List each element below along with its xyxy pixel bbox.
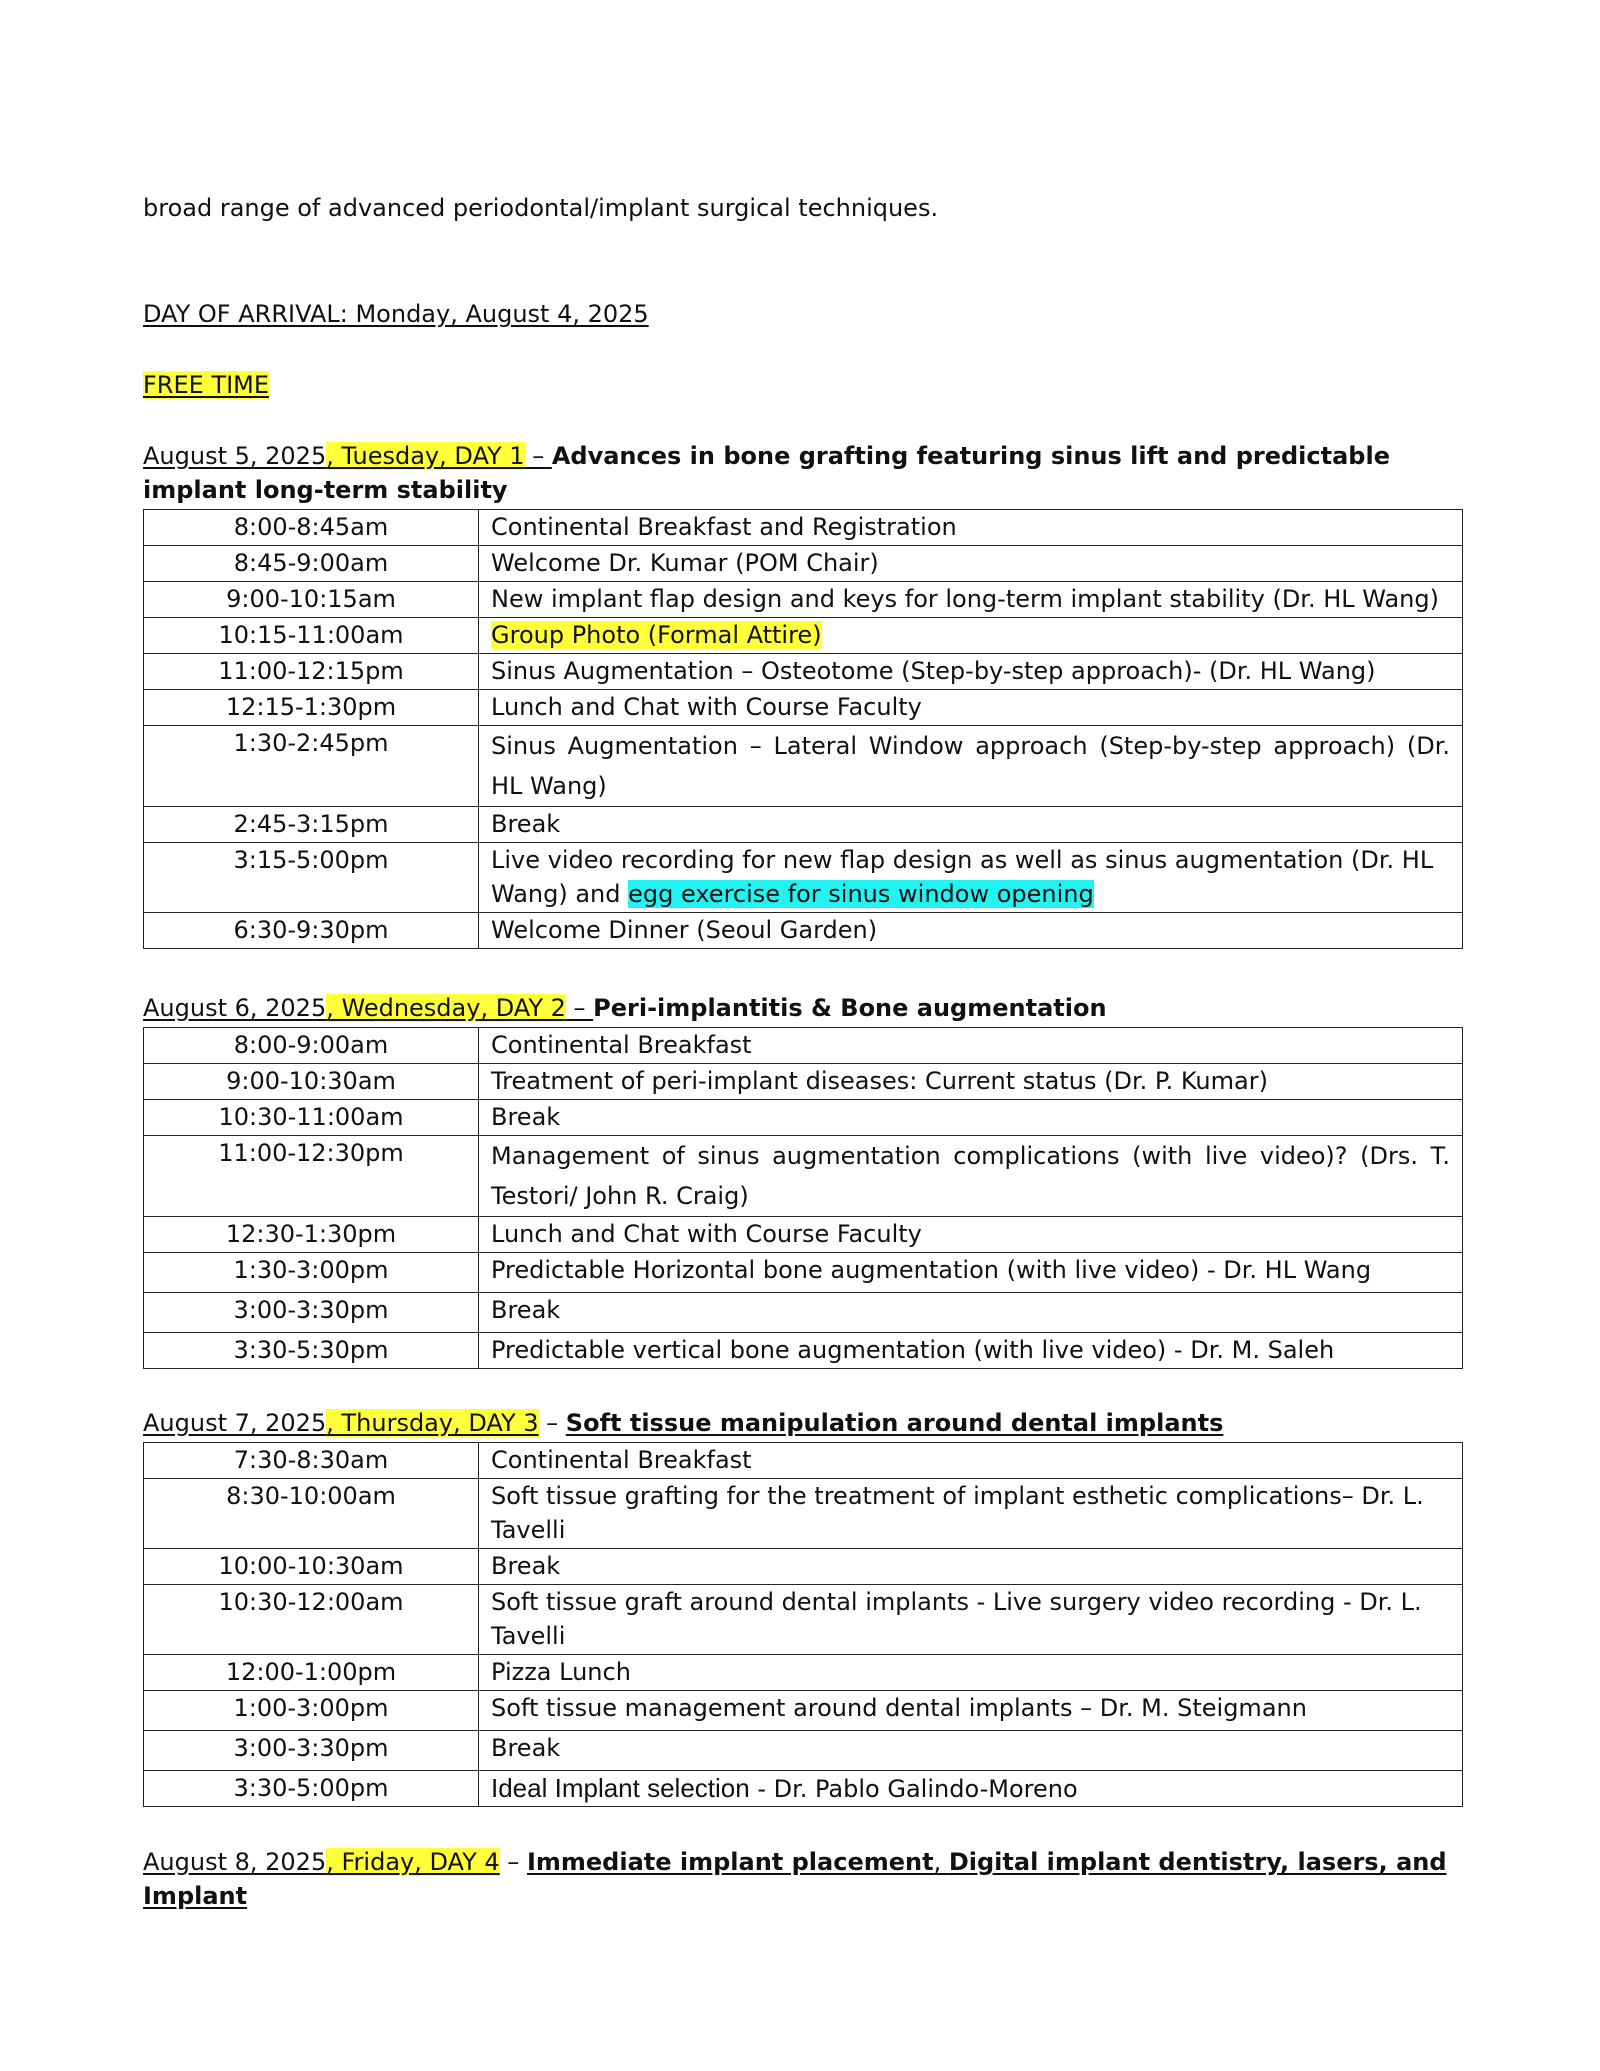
desc-cell: Soft tissue management around dental implants – Dr. M. Steigmann: [479, 1691, 1463, 1731]
desc-cell: Break: [479, 1549, 1463, 1585]
day2-dash: –: [565, 994, 594, 1022]
day2-heading: [143, 991, 1463, 1025]
time-cell: 11:00-12:30pm: [144, 1136, 479, 1217]
time-cell: 8:45-9:00am: [144, 546, 479, 582]
desc-cell: Lunch and Chat with Course Faculty: [479, 1217, 1463, 1253]
time-cell: 8:00-8:45am: [144, 510, 479, 546]
time-cell: 3:15-5:00pm: [144, 843, 479, 913]
desc-cell: Continental Breakfast: [479, 1028, 1463, 1064]
table-row: [144, 546, 1463, 582]
time-cell: 11:00-12:15pm: [144, 654, 479, 690]
desc-lead: Ideal Implant selection: [491, 1773, 750, 1803]
table-row: [144, 1293, 1463, 1333]
desc-cell: Predictable Horizontal bone augmentation (with live video) - Dr. HL Wang: [479, 1253, 1463, 1293]
table-row: [144, 807, 1463, 843]
day4-date: August 8, 2025: [143, 1848, 327, 1876]
table-row: [144, 843, 1463, 913]
time-cell: 1:30-2:45pm: [144, 726, 479, 807]
time-cell: 3:30-5:00pm: [144, 1771, 479, 1807]
table-row: [144, 1691, 1463, 1731]
desc-cell: Predictable vertical bone augmentation (with live video) - Dr. M. Saleh: [479, 1333, 1463, 1369]
time-cell: 3:00-3:30pm: [144, 1731, 479, 1771]
time-cell: 8:00-9:00am: [144, 1028, 479, 1064]
free-time-line: [143, 368, 1463, 402]
day2-day: , Wednesday, DAY 2: [326, 994, 566, 1022]
time-cell: 10:30-11:00am: [144, 1100, 479, 1136]
day4-day: , Friday, DAY 4: [326, 1848, 500, 1876]
time-cell: 10:30-12:00am: [144, 1585, 479, 1655]
table-row: [144, 618, 1463, 654]
time-cell: 10:15-11:00am: [144, 618, 479, 654]
table-row: [144, 1585, 1463, 1655]
time-cell: 3:30-5:30pm: [144, 1333, 479, 1369]
table-row: [144, 690, 1463, 726]
day4-title-sep: ,: [933, 1848, 949, 1876]
day1-dash: –: [524, 442, 552, 470]
desc-cell: [479, 1771, 1463, 1807]
desc-cell: Sinus Augmentation – Osteotome (Step-by-step approach)- (Dr. HL Wang): [479, 654, 1463, 690]
day2-schedule-table: [143, 1027, 1463, 1369]
desc-cell: Break: [479, 1293, 1463, 1333]
time-cell: 7:30-8:30am: [144, 1443, 479, 1479]
desc-cell: Break: [479, 807, 1463, 843]
day4-dash: –: [499, 1848, 527, 1876]
table-row: [144, 1549, 1463, 1585]
time-cell: 10:00-10:30am: [144, 1549, 479, 1585]
day3-title: Soft tissue manipulation around dental implants: [565, 1409, 1224, 1437]
time-cell: 1:00-3:00pm: [144, 1691, 479, 1731]
table-row: [144, 913, 1463, 949]
desc-cell: Lunch and Chat with Course Faculty: [479, 690, 1463, 726]
arrival-label: DAY OF ARRIVAL: Monday, August 4, 2025: [143, 300, 649, 328]
free-time-label: FREE TIME: [143, 371, 270, 399]
time-cell: 1:30-3:00pm: [144, 1253, 479, 1293]
desc-cell: Sinus Augmentation – Lateral Window approach (Step-by-step approach) (Dr. HL Wang): [479, 726, 1463, 807]
table-row: [144, 1655, 1463, 1691]
desc-cell: Continental Breakfast and Registration: [479, 510, 1463, 546]
day4-title-a: Immediate implant placement: [526, 1848, 934, 1876]
desc-cell: Continental Breakfast: [479, 1443, 1463, 1479]
table-row: [144, 1100, 1463, 1136]
table-row: [144, 1136, 1463, 1217]
time-cell: 12:15-1:30pm: [144, 690, 479, 726]
time-cell: 9:00-10:15am: [144, 582, 479, 618]
arrival-heading: [143, 297, 1463, 331]
table-row: [144, 510, 1463, 546]
day3-dash: –: [538, 1409, 566, 1437]
day3-date: August 7, 2025: [143, 1409, 327, 1437]
desc-cell: Break: [479, 1100, 1463, 1136]
desc-cell: Welcome Dinner (Seoul Garden): [479, 913, 1463, 949]
table-row: [144, 1217, 1463, 1253]
time-cell: 6:30-9:30pm: [144, 913, 479, 949]
day2-title: Peri-implantitis & Bone augmentation: [593, 994, 1107, 1022]
day1-title: Advances in bone grafting featuring sinus lift and predictable implant long-term stability: [143, 442, 1390, 504]
day2-date: August 6, 2025: [143, 994, 327, 1022]
desc-cell: Welcome Dr. Kumar (POM Chair): [479, 546, 1463, 582]
time-cell: 12:00-1:00pm: [144, 1655, 479, 1691]
desc-cell: Management of sinus augmentation complications (with live video)? (Drs. T. Testori/ John R. Craig): [479, 1136, 1463, 1217]
day3-day: , Thursday, DAY 3: [326, 1409, 539, 1437]
day1-schedule-table: [143, 509, 1463, 949]
table-row: [144, 1064, 1463, 1100]
day3-schedule-table: [143, 1442, 1463, 1807]
day3-heading: [143, 1406, 1463, 1440]
desc-cell: Pizza Lunch: [479, 1655, 1463, 1691]
table-row: [144, 1028, 1463, 1064]
day4-title-b: Digital implant dentistry, lasers, and Implant: [143, 1848, 1447, 1910]
time-cell: 2:45-3:15pm: [144, 807, 479, 843]
table-row: [144, 726, 1463, 807]
highlighted-text: egg exercise for sinus window opening: [628, 880, 1094, 908]
intro-text: broad range of advanced periodontal/implant surgical techniques.: [143, 194, 939, 222]
time-cell: 8:30-10:00am: [144, 1479, 479, 1549]
day1-heading: [143, 439, 1463, 507]
table-row: [144, 1479, 1463, 1549]
day4-heading: [143, 1845, 1463, 1913]
desc-cell: [479, 618, 1463, 654]
desc-cell: Soft tissue grafting for the treatment of implant esthetic complications– Dr. L. Tavelli: [479, 1479, 1463, 1549]
table-row: [144, 1253, 1463, 1293]
time-cell: 3:00-3:30pm: [144, 1293, 479, 1333]
day1-day: , Tuesday, DAY 1: [326, 442, 525, 470]
highlighted-text: Group Photo (Formal Attire): [491, 621, 822, 649]
desc-cell: Soft tissue graft around dental implants - Live surgery video recording - Dr. L. Tavelli: [479, 1585, 1463, 1655]
table-row: [144, 1333, 1463, 1369]
desc-cell: [479, 843, 1463, 913]
desc-text: Live video recording for new flap design as well as sinus augmentation (Dr. HL Wang) and: [491, 846, 1434, 908]
table-row: [144, 1443, 1463, 1479]
desc-cell: Treatment of peri-implant diseases: Current status (Dr. P. Kumar): [479, 1064, 1463, 1100]
table-row: [144, 1731, 1463, 1771]
desc-cell: New implant flap design and keys for long-term implant stability (Dr. HL Wang): [479, 582, 1463, 618]
desc-text: - Dr. Pablo Galindo-Moreno: [749, 1775, 1078, 1803]
table-row: [144, 582, 1463, 618]
time-cell: 9:00-10:30am: [144, 1064, 479, 1100]
day1-date: August 5, 2025: [143, 442, 327, 470]
time-cell: 12:30-1:30pm: [144, 1217, 479, 1253]
table-row: [144, 1771, 1463, 1807]
desc-cell: Break: [479, 1731, 1463, 1771]
table-row: [144, 654, 1463, 690]
